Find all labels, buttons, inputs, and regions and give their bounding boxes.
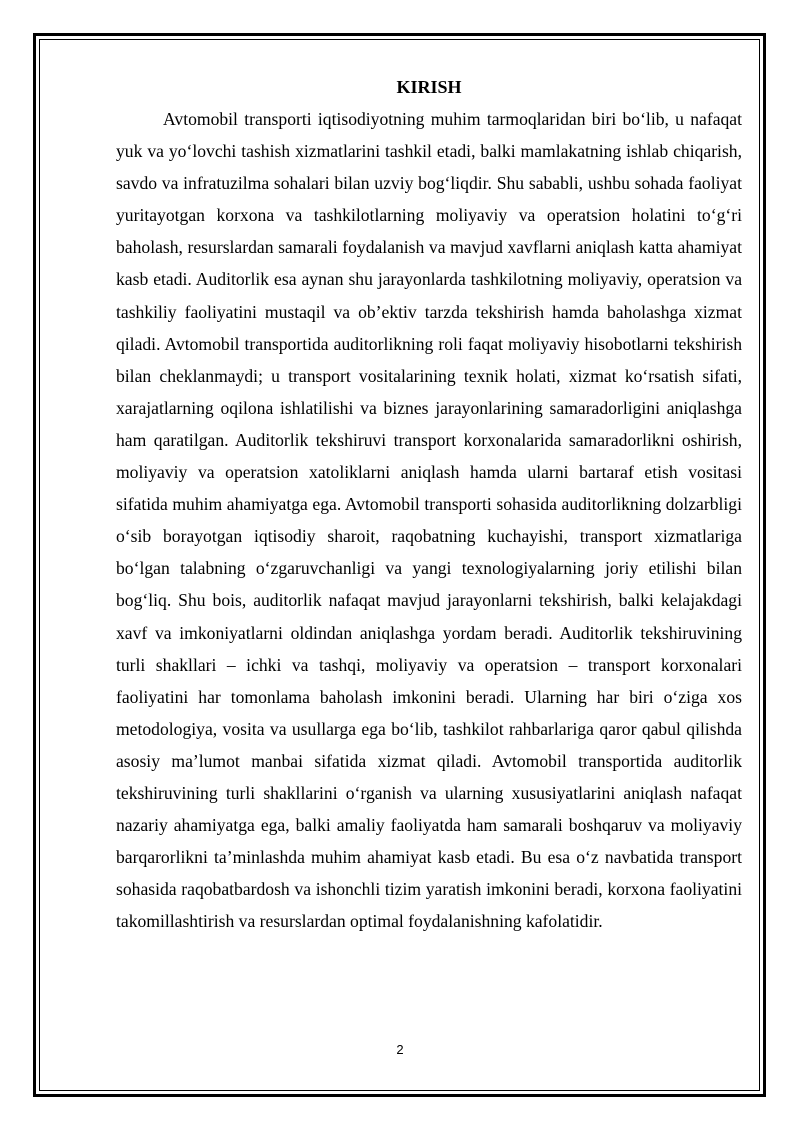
page-number: 2	[396, 1042, 404, 1057]
body-paragraph: Avtomobil transporti iqtisodiyotning muhim tarmoqlaridan biri bo‘lib, u nafaqat yuk va yo‘lovchi tashish xizmatlarini tashkil etadi, balki mamlakatning ishlab chiqarish, savdo va infratuzilma sohalari bilan uzviy bog‘liqdir. Shu sababli, ushbu sohada faoliyat yuritayotgan korxona va tashkilotlarning moliyaviy va operatsion holatini to‘g‘ri baholash, resurslardan samarali foydalanish va mavjud xavflarni aniqlash katta ahamiyat kasb etadi. Auditorlik esa aynan shu jarayonlarda tashkilotning moliyaviy, operatsion va tashkiliy faoliyatini mustaqil va ob’ektiv tarzda tekshirish hamda baholashga xizmat qiladi. Avtomobil transportida auditorlikning roli faqat moliyaviy hisobotlarni tekshirish bilan cheklanmaydi; u transport vositalarining texnik holati, xizmat ko‘rsatish sifati, xarajatlarning oqilona ishlatilishi va biznes jarayonlarining samaradorligini aniqlashga ham qaratilgan. Auditorlik tekshiruvi transport korxonalarida samaradorlikni oshirish, moliyaviy va operatsion xatoliklarni aniqlash hamda ularni bartaraf etish vositasi sifatida muhim ahamiyatga ega. Avtomobil transporti sohasida auditorlikning dolzarbligi o‘sib borayotgan iqtisodiy sharoit, raqobatning kuchayishi, transport xizmatlariga bo‘lgan talabning o‘zgaruvchanligi va yangi texnologiyalarning joriy etilishi bilan bog‘liq. Shu bois, auditorlik nafaqat mavjud jarayonlarni tekshirish, balki kelajakdagi xavf va imkoniyatlarni oldindan aniqlashga yordam beradi. Auditorlik tekshiruvining turli shakllari – ichki va tashqi, moliyaviy va operatsion – transport korxonalari faoliyatini har tomonlama baholash imkonini beradi. Ularning har biri o‘ziga xos metodologiya, vosita va usullarga ega bo‘lib, tashkilot rahbarlariga qaror qabul qilishda asosiy ma’lumot manbai sifatida xizmat qiladi. Avtomobil transportida auditorlik tekshiruvining turli shakllarini o‘rganish va ularning xususiyatlarini aniqlash nafaqat nazariy ahamiyatga ega, balki amaliy faoliyatda ham samarali boshqaruv va moliyaviy barqarorlikni ta’minlashda muhim ahamiyat kasb etadi. Bu esa o‘z navbatida transport sohasida raqobatbardosh va ishonchli tizim yaratish imkonini beradi, korxona faoliyatini takomillashtirish va resurslardan optimal foydalanishning kafolatidir.	[116, 109, 742, 932]
page-content	[116, 71, 742, 937]
section-title: KIRISH	[396, 77, 462, 97]
